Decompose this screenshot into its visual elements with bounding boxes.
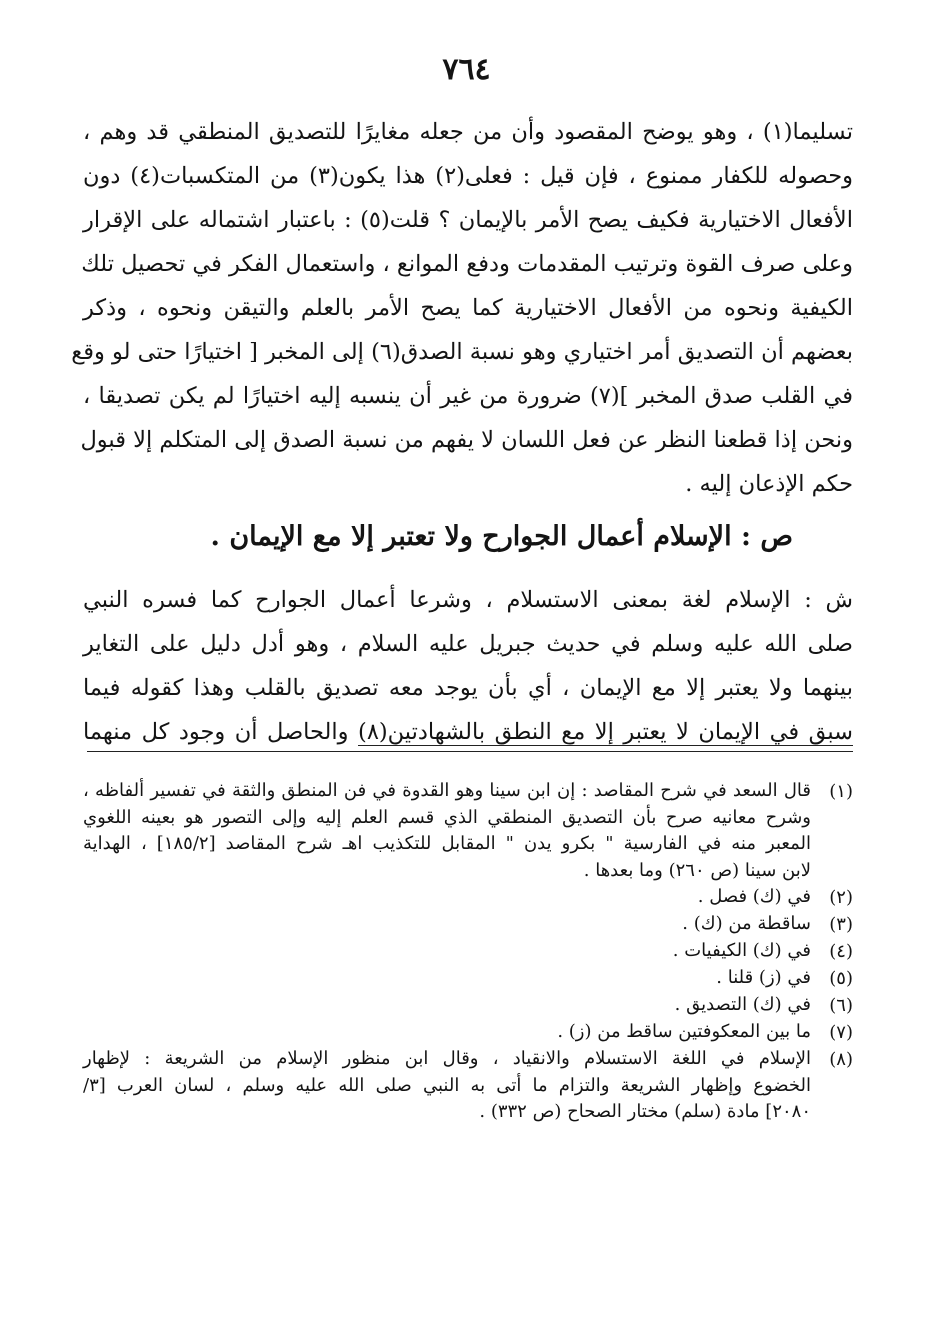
footnote-line: في (ز) قلنا . <box>716 967 811 988</box>
footnote-4 <box>83 938 853 965</box>
footnote-line: قال السعد في شرح المقاصد : إن ابن سينا وهو القدوة في فن المنطق والثقة في تفسير ألفاظه ، <box>83 780 811 801</box>
footnote-number: (٣) <box>829 914 853 935</box>
underlined-phrase: سبق في الإيمان لا يعتبر إلا مع النطق بالشهادتين(٨) <box>358 719 853 745</box>
footnote-7 <box>83 1019 853 1046</box>
section-text <box>83 578 853 754</box>
footnote-number: (٥) <box>829 968 853 989</box>
footnote-number: (٦) <box>829 995 853 1016</box>
footnote-line: ما بين المعكوفتين ساقط من (ز) . <box>557 1021 811 1042</box>
text-line: الأفعال الاختيارية فكيف يصح الأمر بالإيمان ؟ قلت(٥) : باعتبار اشتماله على الإقرار <box>83 207 853 233</box>
footnote-line: وشرح معانيه صرح بأن التصديق المنطقي الذي قسم العلم إليه وإلى التصور هو بعينه اللغوي <box>83 806 811 828</box>
text-line: الكيفية ونحوه من الأفعال الاختيارية كما يصح الأمر بالعلم والتيقن ونحوه ، وذكر <box>83 295 853 321</box>
main-text <box>71 110 853 506</box>
footnote-line: المعبر منه في الفارسية " بكرو يدن " المقابل للتكذيب اهـ شرح المقاصد [١٨٥/٢] ، الهداية <box>83 833 811 854</box>
footnote-line: ساقطة من (ك) . <box>682 913 811 934</box>
footnote-5 <box>83 965 853 992</box>
footnote-1 <box>83 778 853 884</box>
text-tail: والحاصل أن وجود كل منهما <box>83 719 359 745</box>
footnote-number: (٨) <box>829 1049 853 1070</box>
text-line: صلى الله عليه وسلم في حديث جبريل عليه السلام ، وهو أدل دليل على التغاير <box>83 631 853 657</box>
text-line: حكم الإذعان إليه . <box>685 471 853 497</box>
page-number: ٧٦٤ <box>442 52 491 87</box>
footnote-separator <box>87 751 853 752</box>
footnote-line: في (ك) التصديق . <box>674 994 811 1015</box>
footnote-line: ٢٠٨٠] مادة (سلم) مختار الصحاح (ص ٣٣٢) . <box>479 1101 811 1122</box>
section-heading: ص : الإسلام أعمال الجوارح ولا تعتبر إلا مع الإيمان . <box>210 521 793 552</box>
text-line: وعلى صرف القوة وترتيب المقدمات ودفع الموانع ، واستعمال الفكر في تحصيل تلك <box>81 251 853 277</box>
footnote-line: الخضوع وإظهار الشريعة والتزام ما أتى به النبي صلى الله عليه وسلم ، لسان العرب [٣/ <box>83 1074 811 1096</box>
footnote-2 <box>83 884 853 911</box>
text-line: تسليما(١) ، وهو يوضح المقصود وأن من جعله مغايرًا للتصديق المنطقي قد وهم ، <box>83 119 853 145</box>
footnote-6 <box>83 992 853 1019</box>
footnote-3 <box>83 911 853 938</box>
footnote-number: (٢) <box>829 887 853 908</box>
text-line: بينهما ولا يعتبر إلا مع الإيمان ، أي بأن يوجد معه تصديق بالقلب وهذا كقوله فيما <box>83 675 853 701</box>
footnote-number: (٧) <box>829 1022 853 1043</box>
footnote-8 <box>83 1046 853 1126</box>
text-line: ونحن إذا قطعنا النظر عن فعل اللسان لا يفهم من نسبة الصدق إلى المتكلم إلا قبول <box>80 427 853 453</box>
footnote-line: في (ك) الكيفيات . <box>672 940 811 961</box>
text-line: ش : الإسلام لغة بمعنى الاستسلام ، وشرعا أعمال الجوارح كما فسره النبي <box>83 587 853 613</box>
footnote-number: (١) <box>829 781 853 802</box>
footnote-line: في (ك) فصل . <box>697 886 811 907</box>
footnote-number: (٤) <box>829 941 853 962</box>
text-line: في القلب صدق المخبر ](٧) ضرورة من غير أن ينسبه إليه اختيارًا لم يكن تصديقا ، <box>83 383 853 409</box>
footnote-line: لابن سينا (ص ٢٦٠) وما بعدها . <box>583 859 811 881</box>
text-line: وحصوله للكفار ممنوع ، فإن قيل : فعلى(٢) هذا يكون(٣) من المتكسبات(٤) دون <box>83 163 853 189</box>
footnotes <box>83 778 853 1126</box>
text-line: بعضهم أن التصديق أمر اختياري وهو نسبة الصدق(٦) إلى المخبر [ اختيارًا حتى لو وقع <box>71 339 853 365</box>
text-line-last <box>83 710 853 754</box>
footnote-line: الإسلام في اللغة الاستسلام والانقياد ، وقال ابن منظور الإسلام من الشريعة : لإظهار <box>83 1048 811 1069</box>
